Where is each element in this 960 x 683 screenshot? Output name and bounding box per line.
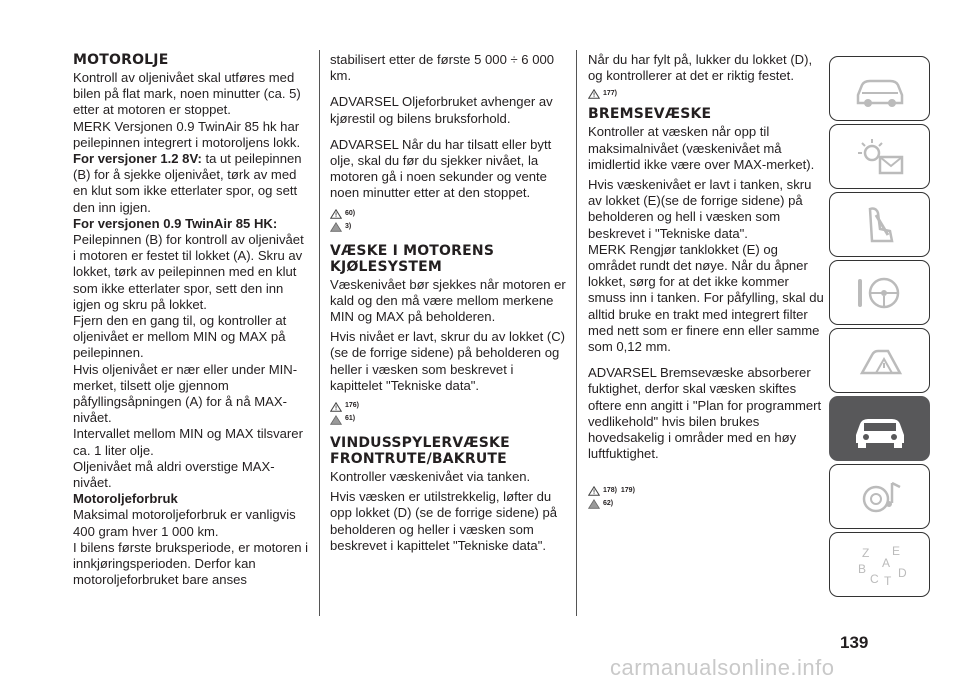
- paragraph: Hvis nivået er lavt, skrur du av lokket (C) (se de forrige sidene) på beholderen og heller i væsken som beskrevet i kapittelet "Tekniske data".: [330, 329, 566, 393]
- index-icon: [848, 541, 912, 589]
- tab-warning-lights[interactable]: [829, 124, 930, 189]
- warning-ref: [330, 208, 566, 221]
- caution-ref: [588, 497, 824, 510]
- paragraph: Fjern den en gang til, og kontroller at oljenivået er mellom MIN og MAX på peilepinnen.: [73, 313, 287, 361]
- index-letter: T: [883, 573, 891, 588]
- paragraph-text: ta ut peilepinnen (B) for å sjekke oljenivået, tørk av med en klut som ikke etterlater spor, og sett den inn igjen.: [73, 151, 302, 215]
- paragraph: Maksimal motoroljeforbruk er vanligvis 400 gram hver 1 000 km.: [73, 507, 296, 539]
- paragraph: [73, 151, 309, 216]
- warning-triangle-icon: [588, 486, 600, 496]
- section-heading-kjolesystem: VÆSKE I MOTORENS KJØLESYSTEM: [330, 242, 495, 275]
- warning-paragraph: ADVARSEL Bremsevæske absorberer fuktighet, derfor skal væsken skiftes oftere enn angitt i "Plan for programmert vedlikehold" hvis bilen brukes hovedsakelig i områder med en høy luftfuktighet.: [588, 365, 822, 462]
- caution-triangle-icon: [588, 499, 600, 509]
- warning-ref: [588, 87, 824, 100]
- section-heading-bremsevaeske: BREMSEVÆSKE: [588, 106, 712, 123]
- tab-car-dashboard[interactable]: [829, 56, 930, 121]
- index-letter: A: [881, 555, 890, 570]
- caution-ref: [330, 413, 566, 426]
- warning-lights-icon: [848, 133, 912, 181]
- car-dashboard-icon: [848, 65, 912, 113]
- paragraph: Hvis oljenivået er nær eller under MIN-merket, tilsett olje gjennom påfyllingsåpningen (A) for å nå MAX-nivået.: [73, 361, 298, 426]
- warning-ref: [588, 484, 824, 497]
- paragraph: Kontroll av oljenivået skal utføres med bilen på flat mark, noen minutter (ca. 5) etter at motoren er stoppet.: [73, 70, 301, 118]
- paragraph: MERK Rengjør tanklokket (E) og området rundt det nøye. Når du åpner lokket, sørg for at det ikke kommer smuss inn i tanken. For påfylling, skal du alltid bruke en trakt med integrert filter med nett som er finere enn eller samme som 0,12 mm.: [588, 241, 824, 355]
- emergency-icon: [848, 337, 912, 385]
- watermark: carmanualsonline.info: [610, 655, 835, 680]
- column-middle: [330, 52, 566, 554]
- warning-ref-number: 178) 179): [603, 486, 635, 494]
- warning-triangle-icon: [330, 402, 342, 412]
- index-letter: E: [891, 543, 900, 558]
- paragraph: Kontroller væskenivået via tanken.: [330, 469, 531, 485]
- tab-safety[interactable]: [829, 192, 930, 257]
- section-heading-vindusspyler: VINDUSSPYLERVÆSKE FRONTRUTE/BAKRUTE: [330, 435, 510, 468]
- paragraph: Væskenivået bør sjekkes når motoren er kald og den må være mellom merkene MIN og MAX på beholderen.: [330, 276, 566, 325]
- paragraph: Oljenivået må aldri overstige MAX-nivået.: [73, 458, 275, 491]
- paragraph: [73, 216, 309, 313]
- paragraph: Hvis væskenivået er lavt i tanken, skru av lokket (E)(se de forrige sidene) på beholderen og hell i væsken som beskrevet i "Tekniske data".: [588, 177, 812, 241]
- column-left: [73, 52, 309, 589]
- column-right: [588, 52, 824, 510]
- warning-ref-number: 176): [345, 402, 360, 410]
- caution-triangle-icon: [330, 415, 342, 425]
- warning-triangle-icon: [330, 209, 342, 219]
- multimedia-icon: [848, 473, 912, 521]
- warning-ref: [330, 400, 566, 413]
- index-letter: B: [857, 561, 866, 576]
- bold-lead: For versjonen 0.9 TwinAir 85 HK:: [73, 215, 278, 231]
- paragraph: Intervallet mellom MIN og MAX tilsvarer ca. 1 liter olje.: [73, 426, 303, 458]
- paragraph: I bilens første bruksperiode, er motoren i innkjøringsperioden. Derfor kan motoroljeforbruket bare anses: [73, 539, 309, 588]
- tab-steering[interactable]: [829, 260, 930, 325]
- caution-ref-number: 62): [603, 499, 614, 507]
- tab-car-maintenance[interactable]: [829, 396, 930, 461]
- column-divider: [576, 50, 577, 616]
- subheading-motoroljeforbruk: Motoroljeforbruk: [73, 491, 178, 507]
- warning-triangle-icon: [588, 89, 600, 99]
- tab-index[interactable]: [829, 532, 930, 597]
- column-divider: [319, 50, 320, 616]
- index-letter: C: [869, 571, 879, 586]
- tab-emergency[interactable]: [829, 328, 930, 393]
- index-letter: D: [897, 565, 907, 580]
- index-letter: Z: [861, 545, 869, 560]
- warning-ref-number: 60): [345, 210, 356, 218]
- warning-paragraph: ADVARSEL Når du har tilsatt eller bytt olje, skal du før du sjekker nivået, la motoren gå i noen sekunder og vente noen minutter etter at den stoppet.: [330, 136, 552, 201]
- paragraph: Hvis væsken er utilstrekkelig, løfter du opp lokket (D) (se de forrige sidene) på beholderen og heller i væsken som beskrevet i kapittelet "Tekniske data".: [330, 489, 558, 553]
- paragraph-text: Peilepinnen (B) for kontroll av oljenivået i motoren er festet til lokket (A). Skru av lokket, tørk av peilepinnen med en klut som ikke etterlater spor, sett den inn igjen og skru på lokket.: [73, 232, 304, 312]
- warning-ref-number: 177): [603, 89, 618, 97]
- paragraph: Når du har fylt på, lukker du lokket (D), og kontrollerer at det er riktig festet.: [588, 52, 813, 84]
- caution-ref-number: 3): [345, 223, 352, 231]
- page-number: 139: [840, 633, 869, 652]
- section-heading-motorolje: MOTOROLJE: [73, 52, 169, 68]
- steering-wheel-icon: [848, 269, 912, 317]
- car-maintenance-icon: [848, 405, 912, 453]
- safety-seat-icon: [848, 201, 912, 249]
- paragraph: stabilisert etter de første 5 000 ÷ 6 000 km.: [330, 52, 555, 84]
- warning-paragraph: ADVARSEL Oljeforbruket avhenger av kjørestil og bilens bruksforhold.: [330, 94, 553, 126]
- caution-ref-number: 61): [345, 415, 356, 423]
- chapter-tabs: [829, 56, 932, 600]
- paragraph: MERK Versjonen 0.9 TwinAir 85 hk har peilepinnen integrert i motoroljens lokk.: [73, 118, 301, 150]
- tab-multimedia[interactable]: [829, 464, 930, 529]
- caution-ref: [330, 221, 566, 234]
- bold-lead: For versjoner 1.2 8V:: [73, 151, 202, 167]
- caution-triangle-icon: [330, 222, 342, 232]
- paragraph: Kontroller at væsken når opp til maksimalnivået (væskenivået må imidlertid ikke være over MAX-merket).: [588, 124, 815, 172]
